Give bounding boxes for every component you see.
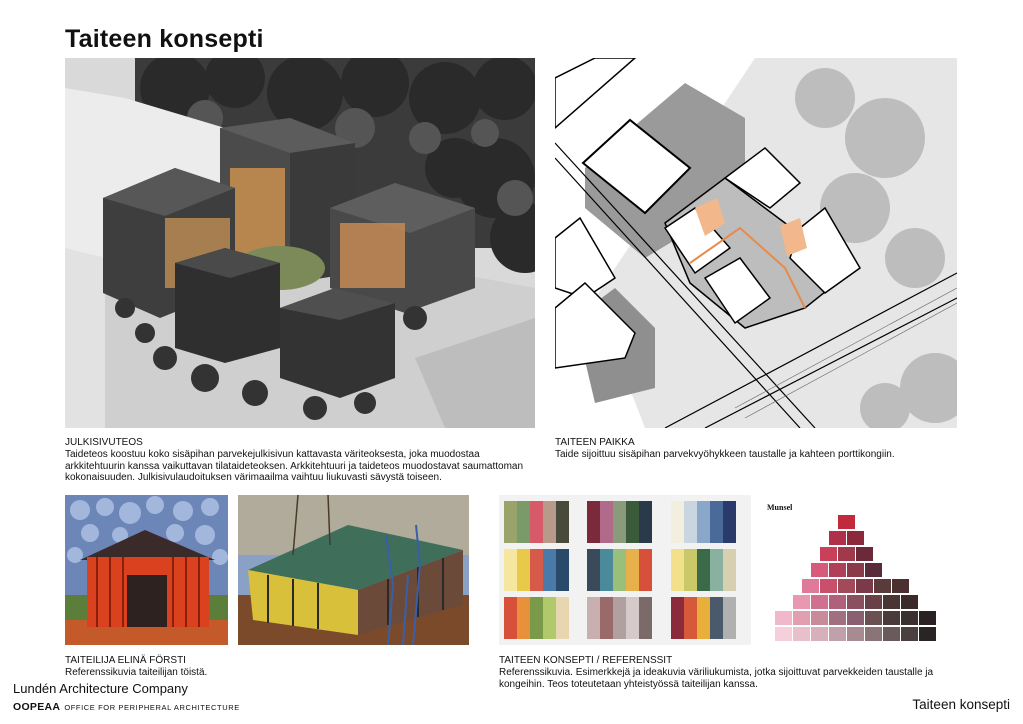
concept-heading: TAITEEN KONSEPTI / REFERENSSIT	[499, 655, 673, 666]
painting-yellow-shed-image	[238, 495, 469, 645]
oopeaa-subtitle: OFFICE FOR PERIPHERAL ARCHITECTURE	[64, 703, 240, 712]
footer-page-label: Taiteen konsepti	[912, 697, 1010, 712]
artist-text: Referenssikuvia taiteilijan töistä.	[65, 667, 208, 678]
footer-oopeaa-logo	[13, 701, 240, 713]
artist-heading: TAITEILIJA ELINÄ FÖRSTI	[65, 655, 186, 666]
location-heading: TAITEEN PAIKKA	[555, 437, 635, 448]
site-plan-image	[555, 58, 957, 428]
facade-heading: JULKISIVUTEOS	[65, 437, 143, 448]
color-swatch-reference-image	[499, 495, 751, 645]
oopeaa-wordmark: OOPEAA	[13, 701, 61, 713]
munsell-label: Munsel	[767, 503, 793, 512]
aerial-rendering-image	[65, 58, 535, 428]
munsell-color-chart-image	[760, 495, 962, 645]
footer-company-name: Lundén Architecture Company	[13, 681, 188, 696]
concept-text: Referenssikuvia. Esimerkkejä ja ideakuvia väriliukumista, jotka sijoittuvat parvekkeiden taustalle ja kongeihin. Teos toteutetaan yhteistyössä taiteilijan kanssa.	[499, 667, 934, 690]
location-text: Taide sijoittuu sisäpihan parvekvyöhykkeen taustalle ja kahteen porttikongiin.	[555, 449, 895, 460]
page-title: Taiteen konsepti	[65, 25, 264, 53]
facade-text: Taideteos koostuu koko sisäpihan parvekejulkisivun kattavasta väriteoksesta, joka muodostaa arkkitehtuurin kanssa vaikuttavan tilataideteoksen. Arkkitehtuuri ja taideteos muodostavat saumattoman kokonaisuuden. Julkisivulaudoituksen värimaailma vaihtuu liukuvasti sävystä toiseen.	[65, 449, 524, 484]
painting-red-barn-image	[65, 495, 228, 645]
